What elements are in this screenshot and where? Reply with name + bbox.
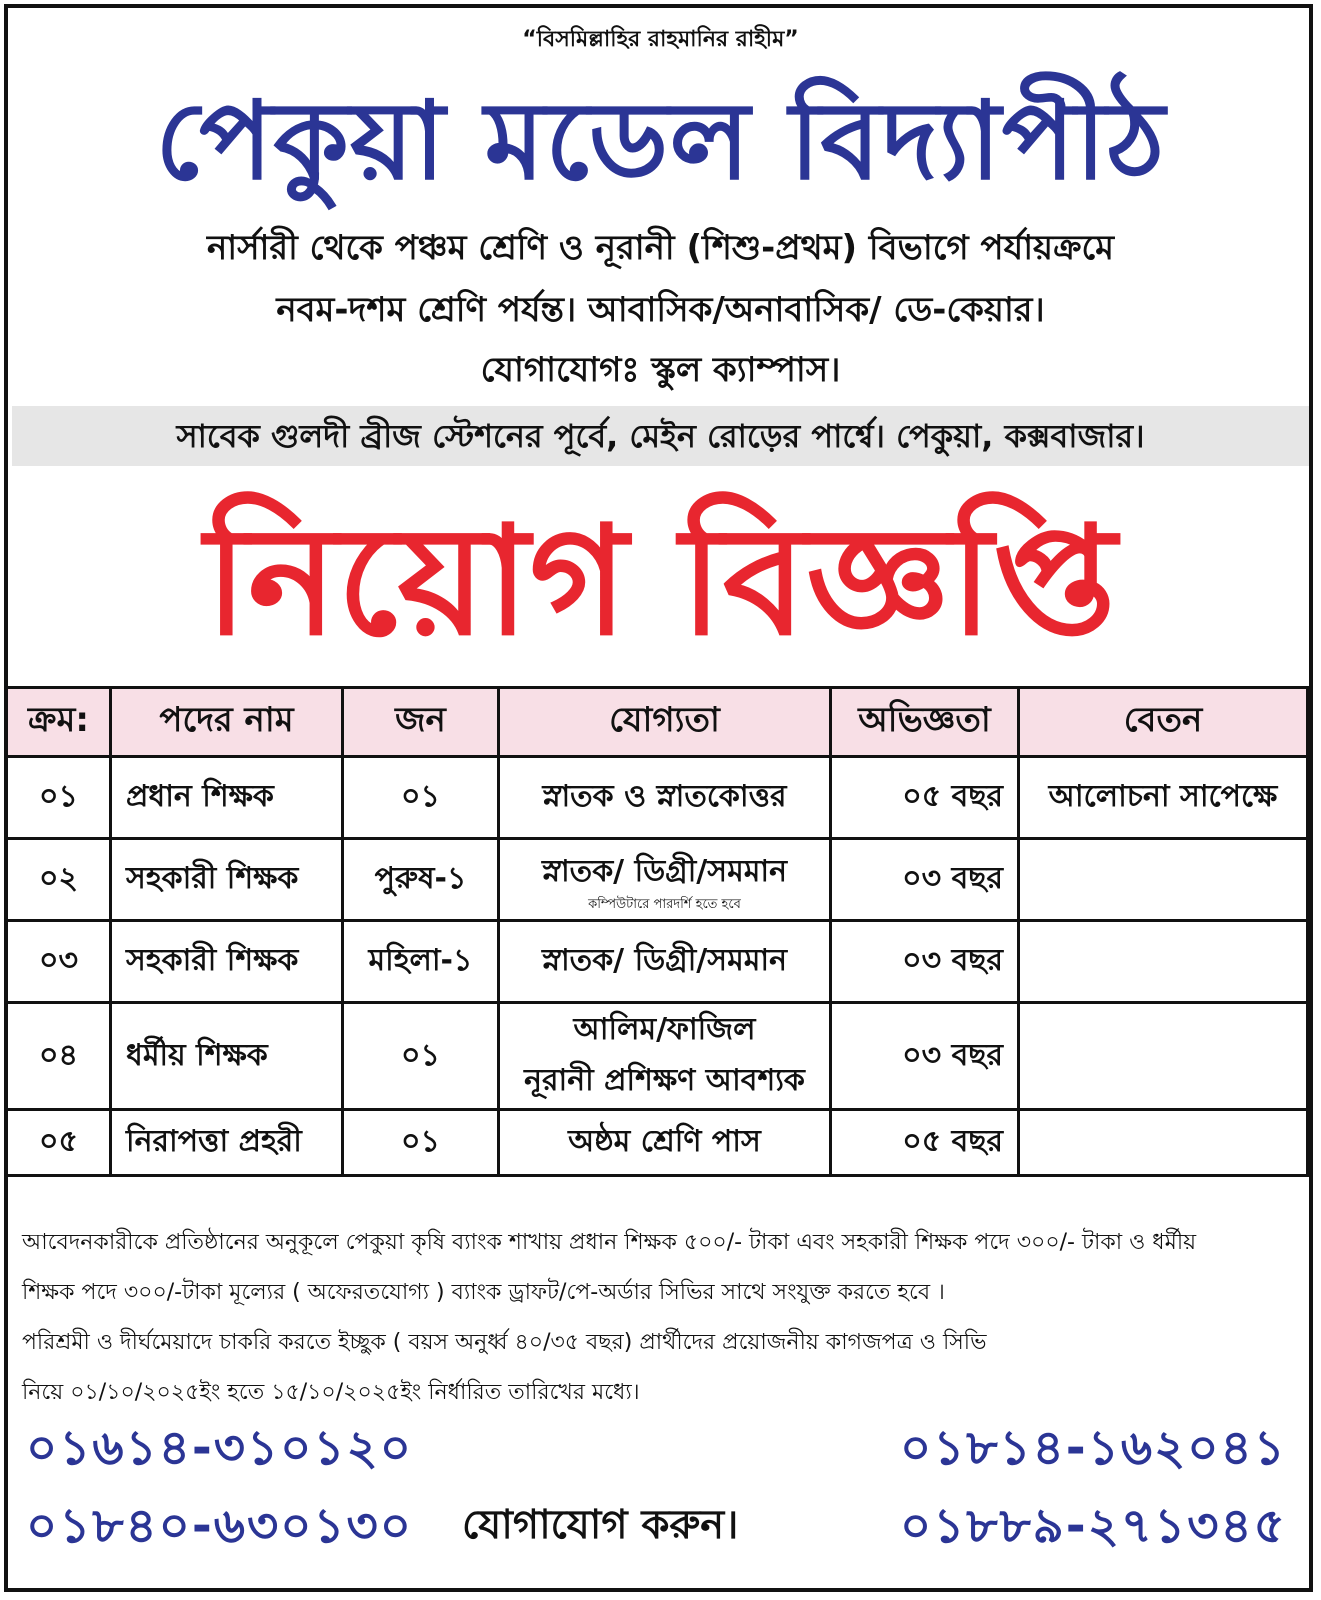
school-info-line-1: নার্সারী থেকে পঞ্চম শ্রেণি ও নূরানী (শিশু-প্রথম) বিভাগে পর্যায়ক্রমে (206, 228, 1115, 268)
school-name: পেকুয়া মডেল বিদ্যাপীঠ (155, 79, 1166, 204)
phone-number-2: ০১৮৪০-৬৩০১৩০ (26, 1498, 413, 1554)
contact-label: যোগাযোগ করুন। (462, 1502, 739, 1548)
header-salary: বেতন (1019, 688, 1308, 757)
qualification-text: স্নাতক/ ডিগ্রী/সমমান (541, 854, 787, 889)
cell-qualification (499, 839, 831, 921)
cell-salary (1019, 1003, 1308, 1110)
vacancy-table (5, 686, 1309, 1177)
cell-count: পুরুষ-১ (343, 839, 499, 921)
header-count: জন (343, 688, 499, 757)
application-instructions (22, 1218, 1299, 1418)
cell-serial: ০২ (7, 839, 111, 921)
cell-experience: ০৩ বছর (831, 1003, 1019, 1110)
cell-post: ধর্মীয় শিক্ষক (111, 1003, 343, 1110)
phone-number-1: ০১৬১৪-৩১০১২০ (26, 1420, 413, 1476)
cell-salary (1019, 839, 1308, 921)
cell-count: ০১ (343, 1110, 499, 1176)
header-serial: ক্রম: (7, 688, 111, 757)
cell-qualification: অষ্ঠম শ্রেণি পাস (499, 1110, 831, 1176)
header-experience: অভিজ্ঞতা (831, 688, 1019, 757)
instruction-line: আবেদনকারীকে প্রতিষ্ঠানের অনুকূলে পেকুয়া কৃষি ব্যাংক শাখায় প্রধান শিক্ষক ৫০০/- টাকা এবং সহকারী শিক্ষক পদে ৩০০/- টাকা ও ধর্মীয় (22, 1230, 1197, 1255)
cell-post: নিরাপত্তা প্রহরী (111, 1110, 343, 1176)
cell-experience: ০৩ বছর (831, 921, 1019, 1003)
instruction-line: শিক্ষক পদে ৩০০/-টাকা মূল্যের ( অফেরতযোগ্য ) ব্যাংক ড্রাফট/পে-অর্ডার সিভির সাথে সংযুক্ত করতে হবে । (22, 1280, 945, 1305)
school-contact-line: যোগাযোগঃ স্কুল ক্যাম্পাস। (480, 350, 841, 390)
cell-qualification: স্নাতক ও স্নাতকোত্তর (499, 757, 831, 839)
cell-salary (1019, 1110, 1308, 1176)
header-qualification: যোগ্যতা (499, 688, 831, 757)
cell-qualification (499, 1003, 831, 1110)
cell-serial: ০১ (7, 757, 111, 839)
bismillah-text: “বিসমিল্লাহির রাহমানির রাহীম” (522, 27, 799, 52)
cell-serial: ০৩ (7, 921, 111, 1003)
phone-number-3: ০১৮১৪-১৬২০৪১ (900, 1420, 1287, 1476)
table-row (7, 921, 1308, 1003)
cell-count: মহিলা-১ (343, 921, 499, 1003)
cell-qualification: স্নাতক/ ডিগ্রী/সমমান (499, 921, 831, 1003)
notice-title: নিয়োগ বিজ্ঞপ্তি (204, 495, 1117, 669)
cell-experience: ০৩ বছর (831, 839, 1019, 921)
cell-post: সহকারী শিক্ষক (111, 921, 343, 1003)
instruction-line: নিয়ে ০১/১০/২০২৫ইং হতে ১৫/১০/২০২৫ইং নির্ধারিত তারিখের মধ্যে। (22, 1380, 640, 1405)
cell-experience: ০৫ বছর (831, 1110, 1019, 1176)
qualification-line-2: নূরানী প্রশিক্ষণ আবশ্যক (524, 1063, 805, 1098)
cell-serial: ০৫ (7, 1110, 111, 1176)
cell-salary (1019, 921, 1308, 1003)
cell-serial: ০৪ (7, 1003, 111, 1110)
cell-count: ০১ (343, 757, 499, 839)
cell-experience: ০৫ বছর (831, 757, 1019, 839)
table-header-row (7, 688, 1308, 757)
qualification-line-1: আলিম/ফাজিল (573, 1012, 756, 1047)
table-row (7, 1110, 1308, 1176)
phone-number-4: ০১৮৮৯-২৭১৩৪৫ (900, 1498, 1287, 1554)
school-address: সাবেক গুলদী ব্রীজ স্টেশনের পূর্বে, মেইন রোড়ের পার্শ্বে। পেকুয়া, কক্সবাজার। (12, 406, 1309, 466)
header-post: পদের নাম (111, 688, 343, 757)
cell-count: ০১ (343, 1003, 499, 1110)
table-row (7, 1003, 1308, 1110)
table-row (7, 757, 1308, 839)
school-info-line-2: নবম-দশম শ্রেণি পর্যন্ত। আবাসিক/অনাবাসিক/ ডে-কেয়ার। (276, 290, 1045, 330)
instruction-line: পরিশ্রমী ও দীর্ঘমেয়াদে চাকরি করতে ইচ্ছুক ( বয়স অনুর্ধ্ব ৪০/৩৫ বছর) প্রার্থীদের প্রয়োজনীয় কাগজপত্র ও সিভি (22, 1330, 987, 1355)
cell-post: সহকারী শিক্ষক (111, 839, 343, 921)
table-row (7, 839, 1308, 921)
cell-salary: আলোচনা সাপেক্ষে (1019, 757, 1308, 839)
cell-post: প্রধান শিক্ষক (111, 757, 343, 839)
qualification-note: কম্পিউটারে পারদর্শি হতে হবে (588, 897, 741, 912)
